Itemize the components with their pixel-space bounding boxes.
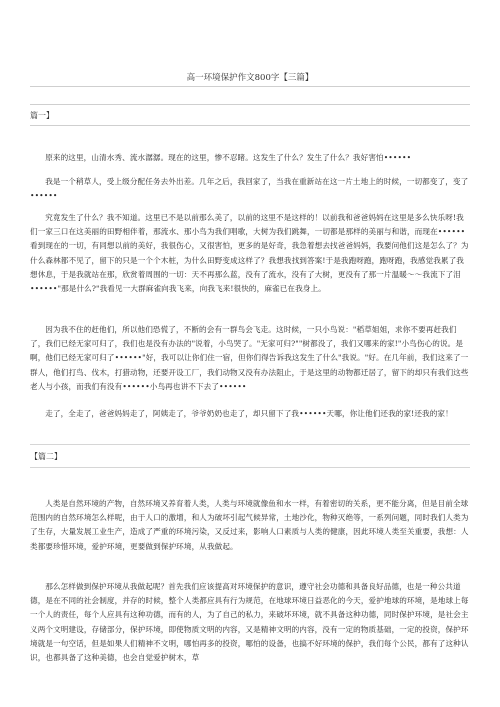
section1-paragraph: 我是一个稍草人，受上级分配任务去外出差。几年之后，我回家了，当我在重新站在这一片土地上的时候，一切都变了，变了•••••• [30,177,469,201]
title-underline [30,86,470,87]
section2-paragraph: 那么怎样做到保护环境从我做起呢？首先我们应该提高对环境保护的意识，遵守社会功德和具备良好品德，也是一种公共道德，是在不同的社会制度，并存的时候，整个人类都应具有行为规范，在地球环境日益恶化的今天，爱护地球的环境，是地球上每一个人的责任，每个人应具有这种功德，而有的人，为了自己的私力，来破坏环境，就不具备这种功德，同时保护环境，是社会主义两个文明建设，存储部分，保护环境，即使物质文明的内容，又是精神文明的内容，没有一定的物质基础，一定的投资，保护环境就是一句空话，但是如果人们精神不文明，哪怕再多的投资，哪怕的设备，也搞不好环境的保护，我们每个公民，都有了这种认识，也都具备了这种美德，也会自觉爱护树木，草 [30,582,469,663]
section1-paragraph: 因为我不住的赶他们，所以他们恐慌了，不断的会有一群鸟会飞走。这时候，一只小鸟说："稻草姐姐，求你不要再赶我们了，我们已经无家可归了，我们也是没有办法的"说着，小鸟哭了。"无家可归?""树都没了，我们又哪来的家!"小鸟伤心的说。是啊，他们已经无家可归了••••••"好，我可以让你们住一宿，但你们得告诉我这发生了什么"我说。"好。在几年前，我们这来了一群人，他们打鸟、伐木，打猎动物，还要开设工厂，我们动物又没有办法阻止，于是这里的动物都迁居了，留下的却只有我们这些老人与小孩，而我们有没有••••••小鸟再也讲不下去了•••••• [30,325,469,391]
section1-paragraph: 原来的这里，山清水秀、流水潺潺。现在的这里，惨不忍睹。这发生了什么？发生了什么？我好害怕•••••• [45,153,412,162]
section2-header-band [30,444,470,468]
section2-label: 【篇二】 [30,452,62,461]
section1-rule-bottom [30,125,470,126]
section2-paragraph: 人类是自然环境的产物，自然环境又养育着人类，人类与环境就像鱼和水一样，有着密切的关系，更不能分离，但是目前全球范围内的自然环境怎么样呢，由于人口的激增，和人为破坏引起气候异常，土地沙化，物种灭绝等，一系列问题，同时我们人类为了生存，大量发展工业生产，造成了严重的环境污染，又反过来，影响人口素质与人类的健康，因此环境人类至关重要，我想：人类都要珍惜环境，爱护环境，更要做到保护环境，从我做起。 [30,499,469,551]
section1-paragraph: 究竟发生了什么？我不知道。这里已不是以前那么美了，以前的这里不是这样的！以前我和爸爸妈妈在这里是多么快乐呀!我们一家三口在这美丽的田野相伴着，那流水、那小鸟为我们唱歌，大树为我们跳舞，一切都是那样的美丽与和谐，而现在••••••看到现在的一切，有同想以前的美好，我很伤心，又很害怕，更多的是好奇，我急着想去找爸爸妈妈，我要问他们这是怎么了？为什么森林都不见了，留下的只是一个个木桩，为什么田野变成这样了？我想我找到答案!于是我跑呀跑，跑呀跑，我感觉我累了我想休息，于是我就站在那，欣赏着周围的一切：天不再那么蓝，没有了流水，没有了大树，更没有了那一片温暖～～我流下了泪••••••"那是什么?"我看见一大群麻雀向我飞来，向我飞来!很快的，麻雀已在我身上。 [30,213,469,294]
section1-rule-top [30,104,470,105]
section1-paragraph: 走了，全走了，爸爸妈妈走了，阿姨走了，爷爷奶奶也走了，却只留下了我••••••天哪，你让他们还我的家!还我的家！ [45,409,453,418]
section1-label: 篇一】 [30,111,54,120]
document-title: 高一环境保护作文800字【三篇】 [186,73,314,83]
